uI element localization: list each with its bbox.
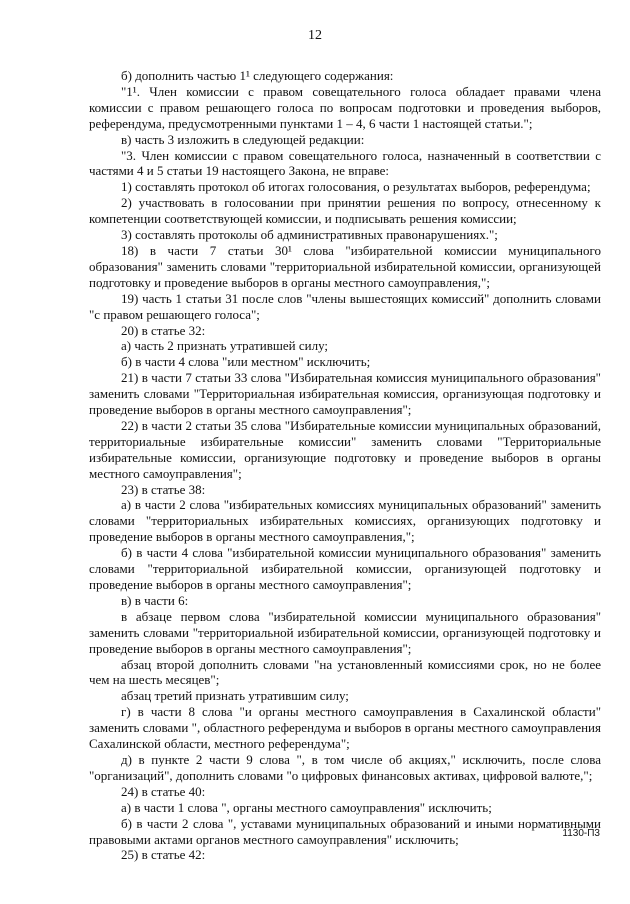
- paragraph: в) часть 3 изложить в следующей редакции:: [121, 131, 365, 147]
- paragraph: б) в части 4 слова "избирательной комиссии муниципального образования" заменить словами "территориальной избирательной комиссии, организующей подготовку и проведение выборов в органы местного самоуправления";: [89, 545, 601, 592]
- paragraph: 22) в части 2 статьи 35 слова "Избирательные комиссии муниципальных образований, территориальные избирательные комиссии" заменить словами "Территориальные избирательные комиссии, организующие подготовку и проведение выборов в органы местного самоуправления";: [89, 417, 601, 481]
- paragraph: 20) в статье 32:: [121, 322, 206, 338]
- paragraph: абзац второй дополнить словами "на установленный комиссиями срок, но не более чем на шесть месяцев";: [89, 656, 601, 688]
- paragraph: а) в части 1 слова ", органы местного самоуправления" исключить;: [121, 799, 492, 815]
- paragraph: б) в части 2 слова ", уставами муниципальных образований и иными нормативными правовыми актами органов местного самоуправления" исключить;: [89, 815, 601, 847]
- paragraph: д) в пункте 2 части 9 слова ", в том числе об акциях," исключить, после слова "организаций", дополнить словами "о цифровых финансовых активах, цифровой валюте,";: [89, 751, 601, 783]
- paragraph: 2) участвовать в голосовании при принятии решения по вопросу, отнесенному к компетенции соответствующей комиссии, и подписывать решения комиссии;: [89, 195, 601, 227]
- document-body: [89, 68, 601, 863]
- paragraph: в абзаце первом слова "избирательной комиссии муниципального образования" заменить словами "территориальной избирательной комиссии, организующей подготовку и проведение выборов в органы местного самоуправления";: [89, 608, 601, 656]
- paragraph: а) в части 2 слова "избирательных комиссиях муниципальных образований" заменить словами "территориальных избирательных комиссиях, организующих подготовку и проведение выборов в органы местного самоуправления,";: [89, 497, 601, 545]
- paragraph: б) дополнить частью 1¹ следующего содержания:: [121, 68, 394, 83]
- paragraph: б) в части 4 слова "или местном" исключить;: [121, 354, 371, 370]
- paragraph: 24) в статье 40:: [121, 783, 206, 799]
- page-number: 12: [308, 28, 322, 43]
- paragraph: в) в части 6:: [121, 592, 189, 608]
- paragraph: 23) в статье 38:: [121, 481, 206, 497]
- document-code: 1130-П3: [562, 828, 600, 839]
- paragraph: 3) составлять протоколы об административных правонарушениях.";: [121, 227, 498, 243]
- paragraph: "1¹. Член комиссии с правом совещательного голоса обладает правами члена комиссии с правом решающего голоса по вопросам подготовки и проведения выборов, референдума, предусмотренными пунктами 1 – 4, 6 части 1 настоящей статьи.";: [89, 83, 601, 131]
- paragraph: г) в части 8 слова "и органы местного самоуправления в Сахалинской области" заменить словами ", областного референдума и выборов в органы местного самоуправления Сахалинской области, местного референдума";: [89, 704, 601, 752]
- paragraph: 25) в статье 42:: [121, 847, 206, 863]
- paragraph: 21) в части 7 статьи 33 слова "Избирательная комиссия муниципального образования" заменить словами "Территориальная избирательная комиссия, организующая подготовку и проведение выборов в органы местного самоуправления";: [89, 370, 601, 418]
- paragraph: а) часть 2 признать утратившей силу;: [121, 338, 329, 354]
- paragraph: 19) часть 1 статьи 31 после слов "члены вышестоящих комиссий" дополнить словами "с правом решающего голоса";: [89, 290, 601, 322]
- paragraph: 1) составлять протокол об итогах голосования, о результатах выборов, референдума;: [121, 179, 591, 195]
- paragraph: 18) в части 7 статьи 30¹ слова "избирательной комиссии муниципального образования" заменить словами "территориальной избирательной комиссии, организующей подготовку и проведение выборов в органы местного самоуправления,";: [89, 242, 601, 290]
- paragraph: "3. Член комиссии с правом совещательного голоса, назначенный в соответствии с частями 4 и 5 статьи 19 настоящего Закона, не вправе:: [89, 147, 601, 179]
- paragraph: абзац третий признать утратившим силу;: [121, 688, 349, 704]
